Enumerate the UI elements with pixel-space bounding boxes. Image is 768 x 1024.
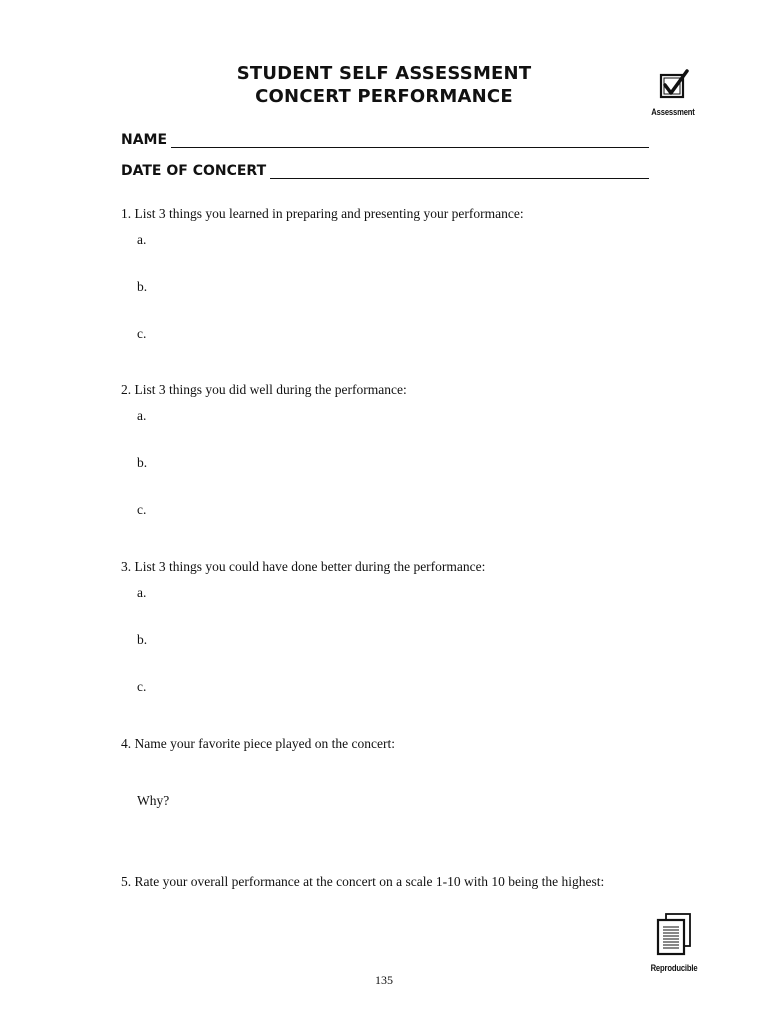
reproducible-label: Reproducible [650, 963, 698, 973]
date-line [270, 164, 649, 179]
name-field [121, 132, 649, 148]
question-1: 1. List 3 things you learned in preparing and presenting your performance: [121, 206, 524, 221]
page-number: 135 [375, 973, 393, 987]
date-label: DATE OF CONCERT [121, 163, 267, 179]
question-5: 5. Rate your overall performance at the concert on a scale 1-10 with 10 being the highest: [121, 874, 605, 889]
question-4: 4. Name your favorite piece played on the concert: [121, 736, 396, 751]
question-2: 2. List 3 things you did well during the performance: [121, 382, 407, 397]
date-of-concert-field [121, 163, 649, 179]
title-line-1: STUDENT SELF ASSESSMENT [236, 63, 532, 84]
title-line-2: CONCERT PERFORMANCE [255, 86, 513, 107]
q2-item-a: a. [137, 408, 147, 423]
assessment-label: Assessment [651, 107, 695, 117]
assessment-badge [646, 68, 700, 117]
q1-item-a: a. [137, 232, 147, 247]
q2-item-b: b. [137, 455, 148, 470]
q1-item-c: c. [137, 326, 147, 341]
document-stack-icon [652, 912, 696, 958]
question-3: 3. List 3 things you could have done better during the performance: [121, 559, 486, 574]
q4-why: Why? [137, 793, 170, 808]
checkbox-check-icon [655, 68, 691, 102]
q2-item-c: c. [137, 502, 147, 517]
q1-item-b: b. [137, 279, 148, 294]
reproducible-badge [644, 912, 704, 973]
q3-item-c: c. [137, 679, 147, 694]
q3-item-a: a. [137, 585, 147, 600]
name-label: NAME [121, 132, 168, 148]
q3-item-b: b. [137, 632, 148, 647]
name-line [171, 133, 649, 148]
